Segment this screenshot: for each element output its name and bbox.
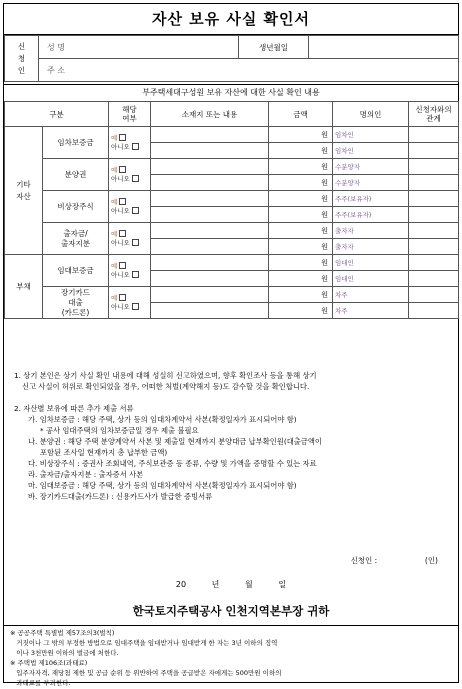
no-checkbox[interactable] [132, 239, 139, 246]
date-line: 20 년 월 일 [175, 580, 287, 589]
amount-field[interactable]: 원 [269, 239, 333, 255]
relation-field[interactable] [409, 175, 459, 191]
no-option[interactable] [111, 239, 150, 248]
location-field[interactable] [151, 175, 269, 191]
amount-field[interactable]: 원 [269, 287, 333, 303]
note-line: 포함된 조사일 현재까지 총 납부한 금액) [40, 448, 168, 457]
no-option[interactable] [111, 207, 150, 216]
item-label: 비상장주식 [43, 191, 109, 223]
owner-field[interactable]: 주주(보유자) [333, 207, 409, 223]
table-row [5, 127, 459, 143]
yes-label: 예 [111, 165, 118, 174]
no-checkbox[interactable] [132, 175, 139, 182]
owner-field[interactable]: 임차인 [333, 143, 409, 159]
header-location: 소재지 또는 내용 [151, 102, 269, 127]
location-field[interactable] [151, 255, 269, 271]
footer-line: 이나 3천만원 이하의 벌금에 처한다. [10, 649, 119, 657]
group-label: 기타 자산 [5, 127, 43, 255]
applicant-signature-line: 신청인 : (인) [350, 556, 438, 565]
section-title: 부주택세대구성원 보유 자산에 대한 사실 확인 내용 [4, 84, 458, 102]
no-option[interactable] [111, 175, 150, 184]
no-label: 아니오 [111, 270, 130, 279]
header-amount: 금액 [269, 102, 333, 127]
applicable-checkboxes [109, 255, 151, 287]
amount-field[interactable]: 원 [269, 207, 333, 223]
yes-checkbox[interactable] [119, 294, 126, 301]
footer-line: ※ 주택법 제106조(과태료) [10, 659, 88, 667]
yes-label: 예 [111, 133, 118, 142]
owner-field[interactable]: 차주 [333, 287, 409, 303]
amount-field[interactable]: 원 [269, 159, 333, 175]
table-row [5, 191, 459, 207]
location-field[interactable] [151, 303, 269, 319]
yes-checkbox[interactable] [119, 134, 126, 141]
no-checkbox[interactable] [132, 271, 139, 278]
address-field[interactable]: 주 소 [39, 59, 459, 82]
applicable-checkboxes [109, 287, 151, 319]
relation-field[interactable] [409, 271, 459, 287]
table-row [5, 287, 459, 303]
birth-field[interactable] [309, 36, 459, 59]
relation-field[interactable] [409, 303, 459, 319]
group-label: 부채 [5, 255, 43, 319]
amount-field[interactable]: 원 [269, 303, 333, 319]
no-label: 아니오 [111, 302, 130, 311]
note-line: 다. 비상장주식 : 증권사 조회내역, 주식보관증 등 종류, 수량 및 가액을 증명할 수 있는 자료 [28, 459, 317, 468]
no-label: 아니오 [111, 174, 130, 183]
location-field[interactable] [151, 223, 269, 239]
no-checkbox[interactable] [132, 207, 139, 214]
item-label: 임대보증금 [43, 255, 109, 287]
note-line: 신고 사실이 허위로 확인되었을 경우, 어떠한 처벌(계약해지 등)도 감수할 것을 확인합니다. [22, 382, 310, 391]
table-row [5, 255, 459, 271]
yes-checkbox[interactable] [119, 230, 126, 237]
amount-field[interactable]: 원 [269, 143, 333, 159]
item-label: 분양권 [43, 159, 109, 191]
owner-field[interactable]: 임차인 [333, 127, 409, 143]
item-label: 장기카드 대출 (카드론) [43, 287, 109, 319]
header-applicable: 해당 여부 [109, 102, 151, 127]
form-title: 자산 보유 사실 확인서 [4, 4, 458, 35]
relation-field[interactable] [409, 287, 459, 303]
yes-option[interactable] [111, 134, 150, 143]
no-checkbox[interactable] [132, 143, 139, 150]
header-relation: 신청자와의 관계 [409, 102, 459, 127]
relation-field[interactable] [409, 127, 459, 143]
owner-field[interactable]: 차주 [333, 303, 409, 319]
yes-option[interactable] [111, 230, 150, 239]
yes-option[interactable] [111, 262, 150, 271]
amount-field[interactable]: 원 [269, 175, 333, 191]
relation-field[interactable] [409, 191, 459, 207]
relation-field[interactable] [409, 207, 459, 223]
amount-field[interactable]: 원 [269, 191, 333, 207]
owner-field[interactable]: 출자자 [333, 239, 409, 255]
yes-option[interactable] [111, 166, 150, 175]
form-page [3, 3, 459, 687]
amount-field[interactable]: 원 [269, 271, 333, 287]
relation-field[interactable] [409, 159, 459, 175]
footer-line: 거짓이나 그 밖의 부정한 방법으로 임대주택을 임대받거나 임대받게 한 자는 3년 이하의 징역 [10, 639, 278, 647]
note-line: 라. 출자금/출자지분 : 출자증서 사본 [28, 470, 144, 479]
owner-field[interactable]: 임대인 [333, 255, 409, 271]
note-line: 마. 임대보증금 : 해당 주택, 상가 등의 임대차계약서 사본(확정일자가 표시되어야 함) [28, 481, 297, 490]
birth-label: 생년월일 [239, 36, 309, 59]
recipient: 한국토지주택공사 인천지역본부장 귀하 [132, 604, 330, 618]
location-field[interactable] [151, 191, 269, 207]
no-label: 아니오 [111, 206, 130, 215]
location-field[interactable] [151, 159, 269, 175]
applicable-checkboxes [109, 223, 151, 255]
footer-line: 입주자자격, 재당첨 제한 및 공급 순위 등 위반하여 주택을 공급받은 자에게는 500만원 이하의 [10, 669, 282, 677]
item-label: 출자금/ 출자지분 [43, 223, 109, 255]
amount-field[interactable]: 원 [269, 223, 333, 239]
no-checkbox[interactable] [132, 303, 139, 310]
note-line [14, 392, 454, 403]
amount-field[interactable]: 원 [269, 127, 333, 143]
yes-option[interactable] [111, 198, 150, 207]
applicant-table [4, 35, 459, 82]
notes [14, 370, 454, 502]
yes-label: 예 [111, 261, 118, 270]
relation-field[interactable] [409, 255, 459, 271]
amount-field[interactable]: 원 [269, 255, 333, 271]
applicable-checkboxes [109, 127, 151, 159]
footer-line: 과태료를 부과한다. [10, 679, 71, 687]
owner-field[interactable]: 수분양자 [333, 175, 409, 191]
no-option[interactable] [111, 143, 150, 152]
note-line: 바. 장기카드대출(카드론) : 신용카드사가 발급한 증빙서류 [28, 492, 213, 501]
location-field[interactable] [151, 143, 269, 159]
applicable-checkboxes [109, 191, 151, 223]
location-field[interactable] [151, 207, 269, 223]
item-label: 임차보증금 [43, 127, 109, 159]
location-field[interactable] [151, 127, 269, 143]
note-line: 2. 자산별 보유에 따른 추가 제출 서류 [14, 404, 134, 413]
no-option[interactable] [111, 271, 150, 280]
asset-table [4, 101, 459, 319]
applicable-checkboxes [109, 159, 151, 191]
note-line: * 공사 임대주택의 임차보증금일 경우 제출 불필요 [40, 426, 199, 435]
relation-field[interactable] [409, 223, 459, 239]
applicant-side-label: 신 청 인 [5, 36, 39, 82]
note-line: 1. 상기 본인은 상기 사실 확인 내용에 대해 성실히 신고하였으며, 향후 확인조사 등을 통해 상기 [14, 371, 317, 380]
note-line: 나. 분양권 : 해당 주택 분양계약서 사본 및 제출일 현재까지 분양대금 납부확인원(대출금액이 [28, 437, 322, 446]
location-field[interactable] [151, 287, 269, 303]
owner-field[interactable]: 출자자 [333, 223, 409, 239]
yes-checkbox[interactable] [119, 166, 126, 173]
yes-label: 예 [111, 229, 118, 238]
yes-option[interactable] [111, 294, 150, 303]
location-field[interactable] [151, 239, 269, 255]
yes-label: 예 [111, 197, 118, 206]
no-label: 아니오 [111, 142, 130, 151]
relation-field[interactable] [409, 143, 459, 159]
location-field[interactable] [151, 271, 269, 287]
yes-checkbox[interactable] [119, 262, 126, 269]
yes-checkbox[interactable] [119, 198, 126, 205]
owner-field[interactable]: 주주(보유자) [333, 191, 409, 207]
header-owner: 명의인 [333, 102, 409, 127]
yes-label: 예 [111, 293, 118, 302]
name-field[interactable]: 성 명 [39, 36, 239, 59]
no-option[interactable] [111, 303, 150, 312]
table-row [5, 159, 459, 175]
note-line: 가. 임차보증금 : 해당 주택, 상가 등의 임대차계약서 사본(확정일자가 표시되어야 함) [28, 415, 297, 424]
header-category: 구분 [5, 102, 109, 127]
no-label: 아니오 [111, 238, 130, 247]
footer-line: ※ 공공주택 특별법 제57조의3(벌칙) [10, 629, 115, 637]
relation-field[interactable] [409, 239, 459, 255]
table-row [5, 223, 459, 239]
owner-field[interactable]: 임대인 [333, 271, 409, 287]
owner-field[interactable]: 수분양자 [333, 159, 409, 175]
legal-footer [4, 625, 458, 687]
